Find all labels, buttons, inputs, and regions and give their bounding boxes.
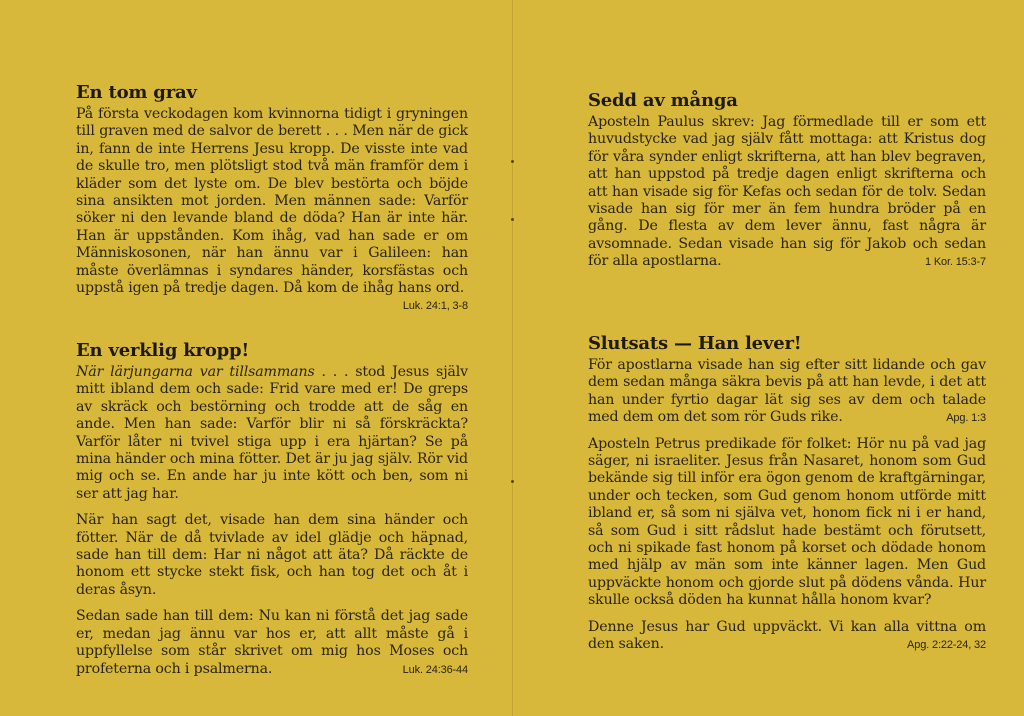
staple-mark: [511, 160, 514, 163]
body-text: För apostlarna visade han sig efter sitt lidande och gav dem sedan många säkra bevis på att han levde, i det att han under fyrtio dagar lät sig ses av dem och talade med dem om det som rör Guds rike.: [588, 357, 986, 426]
staple-mark: [511, 480, 514, 483]
section-en-verklig-kropp: [76, 340, 468, 687]
section-title: En verklig kropp!: [76, 340, 250, 361]
section-slutsats: [588, 333, 986, 663]
body-text: Sedan sade han till dem: Nu kan ni förstå det jag sade er, medan jag ännu var hos er, att allt måste gå i uppfyllelse som står skrivet om mig hos Moses och profeterna och i psalmerna.: [76, 608, 468, 677]
section-body: När han sagt det, visade han dem sina händer och fötter. När de då tvivlade av idel glädje och häpnad, sade han till dem: Har ni något att äta? Då räckte de honom ett stycke stekt fisk, och han tog det och åt i deras åsyn.: [76, 512, 468, 598]
staple-mark: [511, 218, 514, 221]
section-body: [588, 114, 986, 271]
section-body: Aposteln Petrus predikade för folket: Hör nu på vad jag säger, ni israeliter. Jesus från Nasaret, honom som Gud bekände sig till inför era ögon genom de kraftgärningar, under och tecken, som Gud genom honom utförde mitt ibland er, så som ni själva vet, honom fick ni i er hand, så som Gud i sitt rådslut hade bestämt och förutsett, och ni spikade fast honom på korset och dödade honom med hjälp av män som inte känner lagen. Men Gud uppväckte honom och gjorde slut på dödens vånda. Hur skulle också döden ha kunnat hålla honom kvar?: [588, 435, 986, 609]
left-page: [76, 0, 468, 716]
section-body: [76, 608, 468, 678]
section-title: Sedd av många: [588, 90, 738, 111]
scripture-reference: Apg. 2:22-24, 32: [907, 639, 986, 652]
section-title: En tom grav: [76, 82, 197, 103]
scripture-reference: Luk. 24:36-44: [402, 663, 468, 676]
body-text: . . . stod Jesus själv mitt ibland dem och sade: Frid vare med er! De greps av skräck och bestörning och trodde att de såg en ande. Men han sade: Varför blir ni så förskräckta? Varför låter ni tvivel stiga upp i era hjärtan? Se på mina händer och mina fötter. Det är ju jag själv. Rör vid mig och se. En ande har ju inte kött och ben, som ni ser att jag har.: [76, 364, 468, 502]
section-body: [588, 357, 986, 427]
section-body: [588, 619, 986, 654]
section-sedd-av-manga: [588, 90, 986, 280]
body-text: Aposteln Paulus skrev: Jag förmedlade till er som ett huvudstycke vad jag själv fått mottaga: att Kristus dog för våra synder enligt skrifterna, att han blev begraven, att han uppstod på tredje dagen enligt skrifterna och att han visade sig för Kefas och sedan för de tolv. Sedan visade han sig för mer än fem hundra bröder på en gång. De flesta av dem lever ännu, fast några är avsomnade. Sedan visade han sig för Jakob och sedan för alla apostlarna.: [588, 114, 986, 270]
body-text: Denne Jesus har Gud uppväckt. Vi kan alla vittna om den saken.: [588, 618, 986, 653]
body-text: På första veckodagen kom kvinnorna tidigt i gryningen till graven med de salvor de berett . . . Men när de gick in, fann de inte Herrens Jesu kropp. De visste inte vad de skulle tro, men plötsligt stod två män framför dem i kläder som det lyste om. De blev bestörta och böjde sina ansikten mot jorden. Men männen sade: Varför söker ni den levande bland de döda? Han är inte här. Han är uppstånden. Kom ihåg, vad han sade er om Människosonen, när han ännu var i Galileen: han måste överlämnas i syndares händer, korsfästas och uppstå igen på tredje dagen. Då kom de ihåg hans ord.: [76, 106, 468, 297]
section-body: [76, 106, 468, 313]
section-title: Slutsats — Han lever!: [588, 333, 802, 354]
scripture-reference: 1 Kor. 15:3-7: [924, 256, 986, 269]
page-fold: [512, 0, 514, 716]
scripture-reference: Apg. 1:3: [946, 412, 986, 425]
italic-intro: När lärjungarna var tillsammans: [76, 364, 315, 380]
section-en-tom-grav: [76, 82, 468, 315]
section-body: [76, 364, 468, 503]
right-page: [588, 0, 986, 716]
scripture-reference: Luk. 24:1, 3-8: [402, 300, 468, 313]
